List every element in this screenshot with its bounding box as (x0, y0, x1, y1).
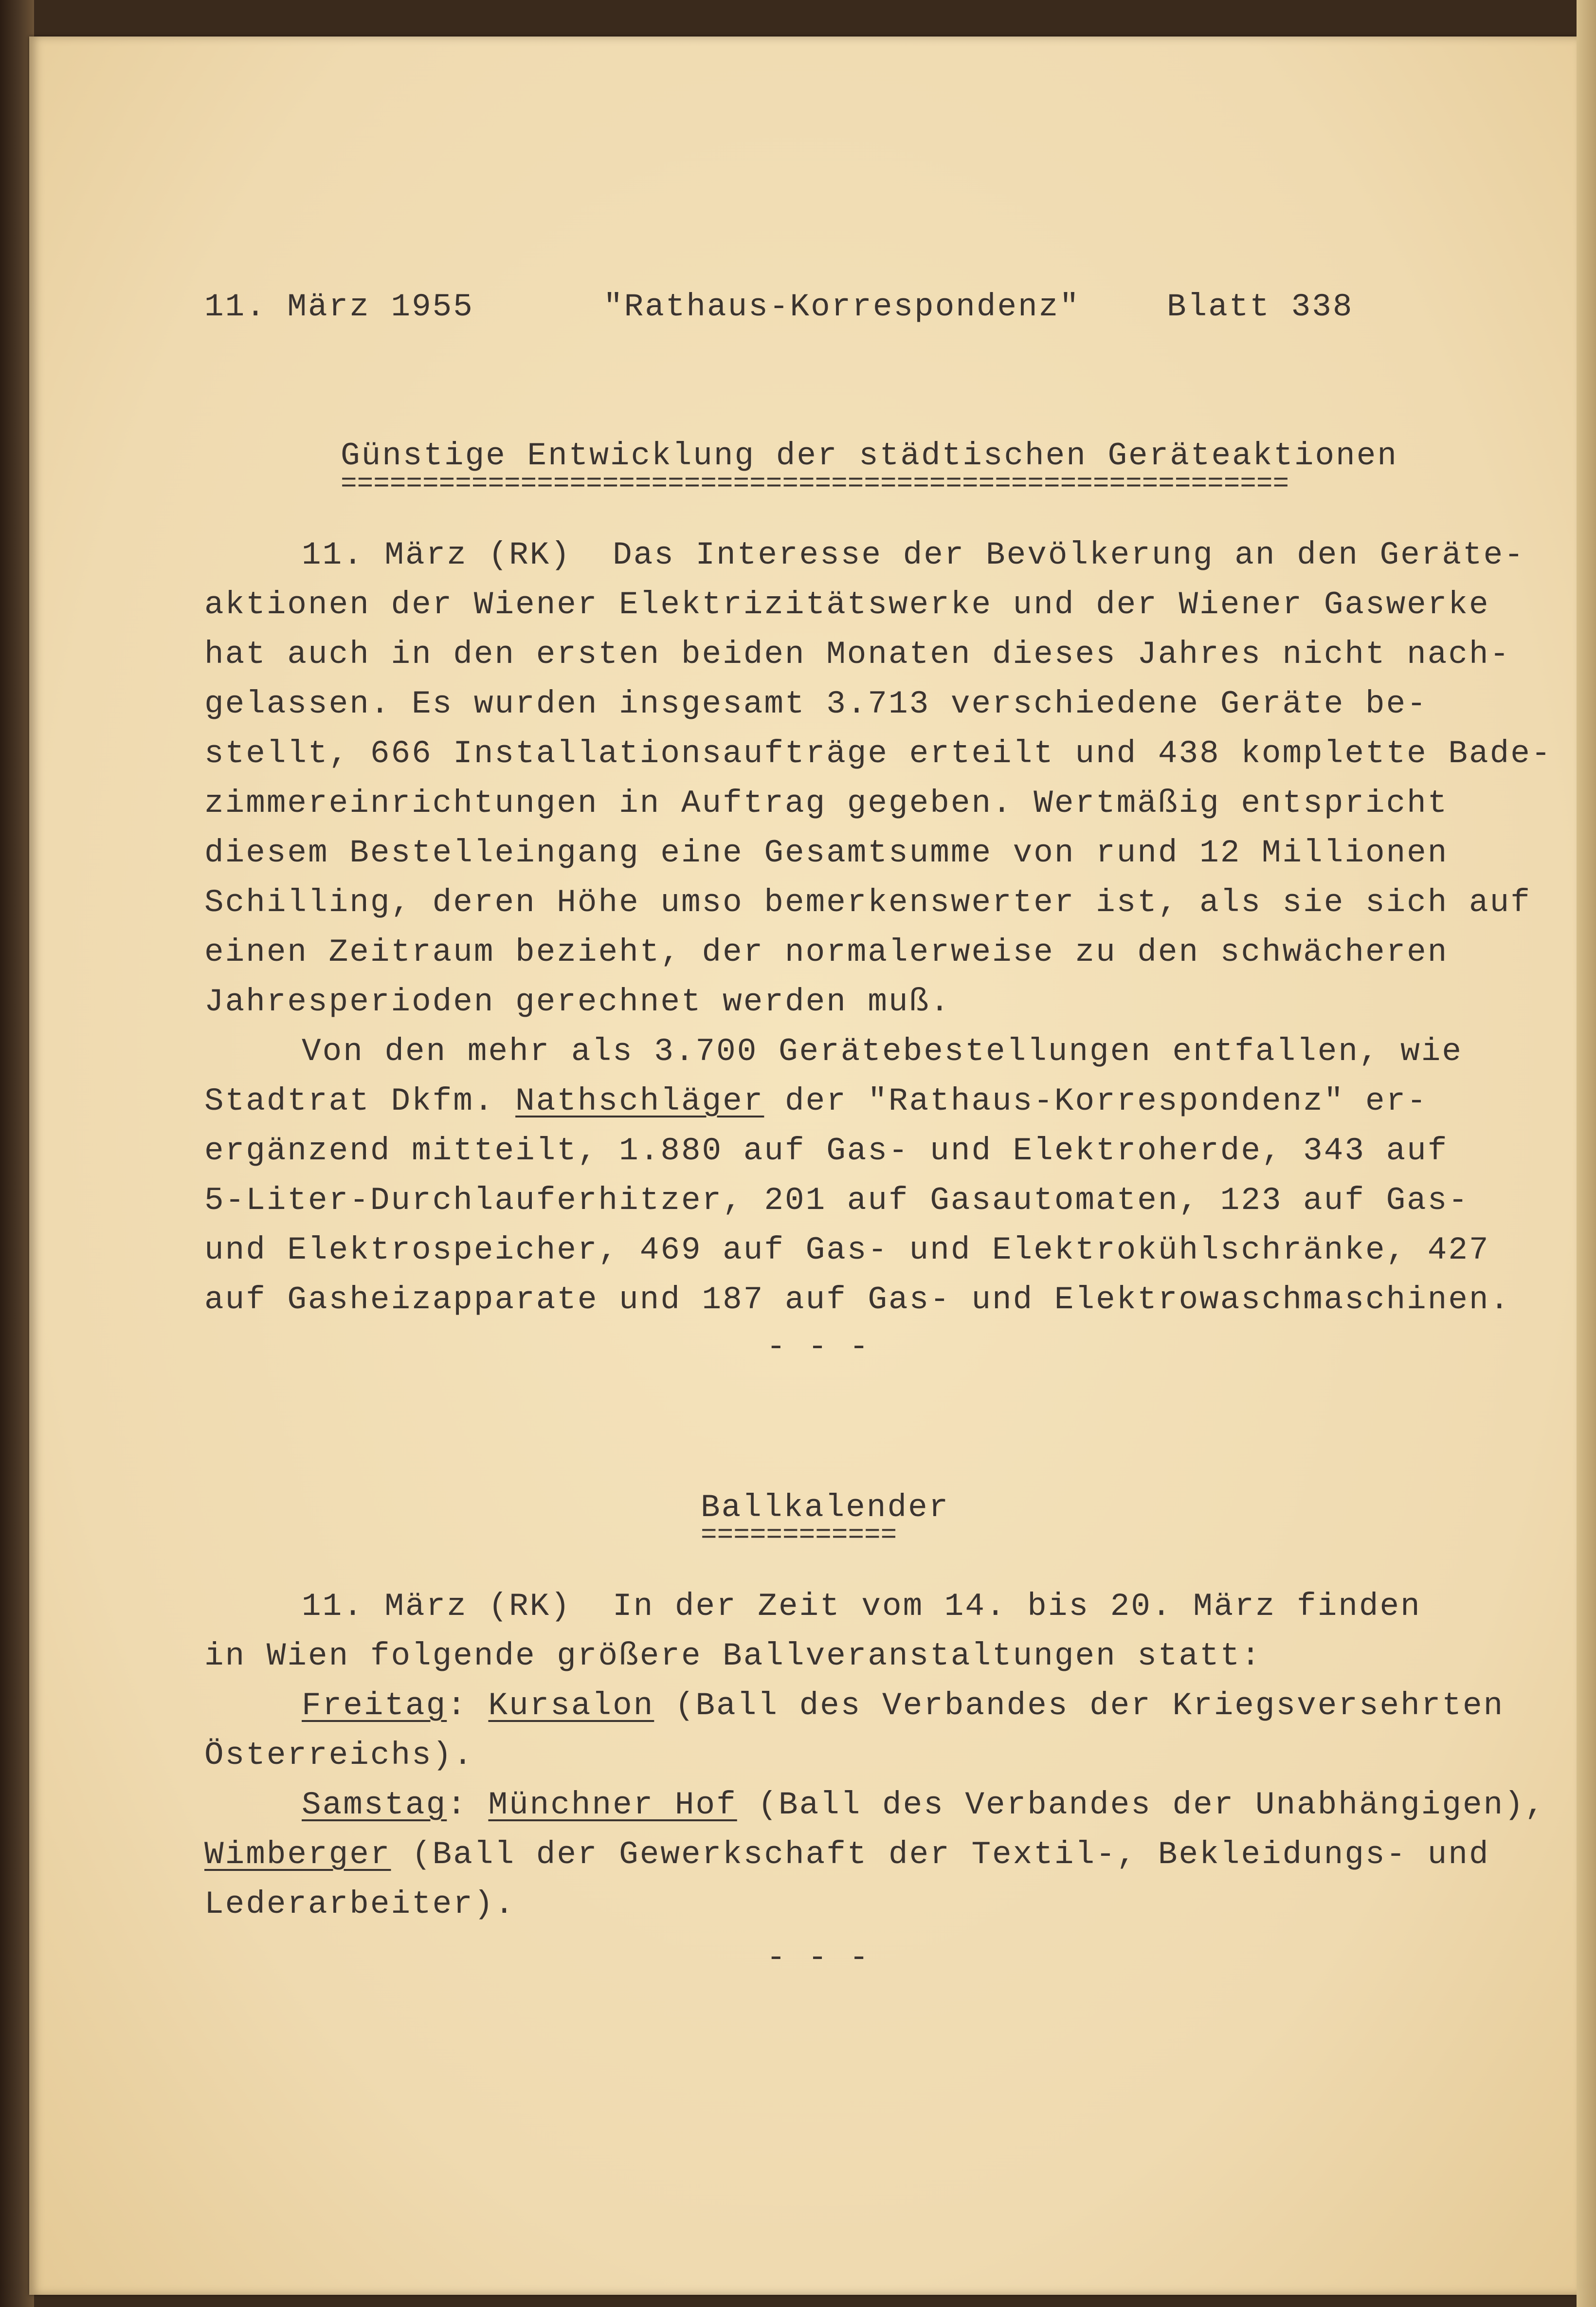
article-1-line-6: zimmereinrichtungen in Auftrag gegeben. Wertmäßig entspricht (204, 785, 1449, 822)
friday-continuation: Österreichs). (204, 1737, 474, 1774)
article-1-line-15: und Elektrospeicher, 469 auf Gas- und Elektrokühlschränke, 427 (204, 1232, 1490, 1268)
header-publication: "Rathaus-Korrespondenz" (603, 289, 1080, 325)
article-1-line-3: hat auch in den ersten beiden Monaten dieses Jahres nicht nach- (204, 636, 1511, 673)
header-date: 11. März 1955 (204, 289, 474, 325)
article-1-line-5: stellt, 666 Installationsaufträge erteilt und 438 komplette Bade- (204, 735, 1552, 772)
saturday-entry (302, 1789, 1545, 1821)
article-1-separator: - - - (766, 1329, 871, 1365)
article-1-line-1: 11. März (RK) Das Interesse der Bevölkerung an den Geräte- (302, 537, 1525, 573)
article-2-title-rule: ============ (701, 1520, 897, 1551)
page-edge (1577, 0, 1596, 2307)
article-1-line-14: 5-Liter-Durchlauferhitzer, 201 auf Gasautomaten, 123 auf Gas- (204, 1182, 1469, 1219)
saturday-description: (Ball des Verbandes der Unabhängigen), (737, 1787, 1546, 1823)
article-2-separator: - - - (766, 1940, 871, 1976)
article-1-line-4: gelassen. Es wurden insgesamt 3.713 verschiedene Geräte be- (204, 686, 1428, 722)
saturday-venue: Münchner Hof (488, 1787, 737, 1823)
article-2-title: Ballkalender (701, 1489, 950, 1526)
article-1-line-16: auf Gasheizapparate und 187 auf Gas- und Elektrowaschmaschinen. (204, 1282, 1511, 1318)
article-1-line-11: Von den mehr als 3.700 Gerätebestellungen entfallen, wie (302, 1033, 1463, 1070)
saturday-label: Samstag (302, 1787, 447, 1823)
article-1-line-12 (204, 1085, 1428, 1117)
article-2-line-1: 11. März (RK) In der Zeit vom 14. bis 20. März finden (302, 1588, 1421, 1625)
header-sheet: Blatt 338 (1167, 289, 1354, 325)
saturday-colon: : (447, 1787, 489, 1823)
article-1-title-rule: ========================================================== (341, 468, 1289, 499)
article-1-line-8: Schilling, deren Höhe umso bemerkenswerter ist, als sie sich auf (204, 884, 1531, 921)
saturday-venue-2: Wimberger (204, 1836, 391, 1873)
article-1-title: Günstige Entwicklung der städtischen Geräteaktionen (341, 438, 1398, 474)
saturday-continuation: Lederarbeiter). (204, 1886, 516, 1922)
article-1-line-7: diesem Bestelleingang eine Gesamtsumme von rund 12 Millionen (204, 835, 1449, 871)
article-1-line-10: Jahresperioden gerechnet werden muß. (204, 984, 951, 1020)
friday-description: (Ball des Verbandes der Kriegsversehrten (654, 1687, 1505, 1724)
saturday-entry-2 (204, 1836, 1490, 1873)
line-12-suffix: der "Rathaus-Korrespondenz" er- (764, 1083, 1428, 1119)
line-12-prefix: Stadtrat Dkfm. (204, 1083, 516, 1119)
friday-venue: Kursalon (488, 1687, 654, 1724)
article-1-line-2: aktionen der Wiener Elektrizitätswerke und der Wiener Gaswerke (204, 586, 1490, 623)
saturday-description-2: (Ball der Gewerkschaft der Textil-, Bekleidungs- und (391, 1836, 1490, 1873)
friday-label: Freitag (302, 1687, 447, 1724)
friday-entry (302, 1687, 1505, 1724)
friday-colon: : (447, 1687, 489, 1724)
councillor-name: Nathschläger (515, 1083, 764, 1119)
article-1-line-9: einen Zeitraum bezieht, der normalerweise zu den schwächeren (204, 934, 1449, 970)
article-1-line-13: ergänzend mitteilt, 1.880 auf Gas- und Elektroherde, 343 auf (204, 1133, 1449, 1169)
article-2-line-2: in Wien folgende größere Ballveranstaltungen statt: (204, 1638, 1262, 1674)
